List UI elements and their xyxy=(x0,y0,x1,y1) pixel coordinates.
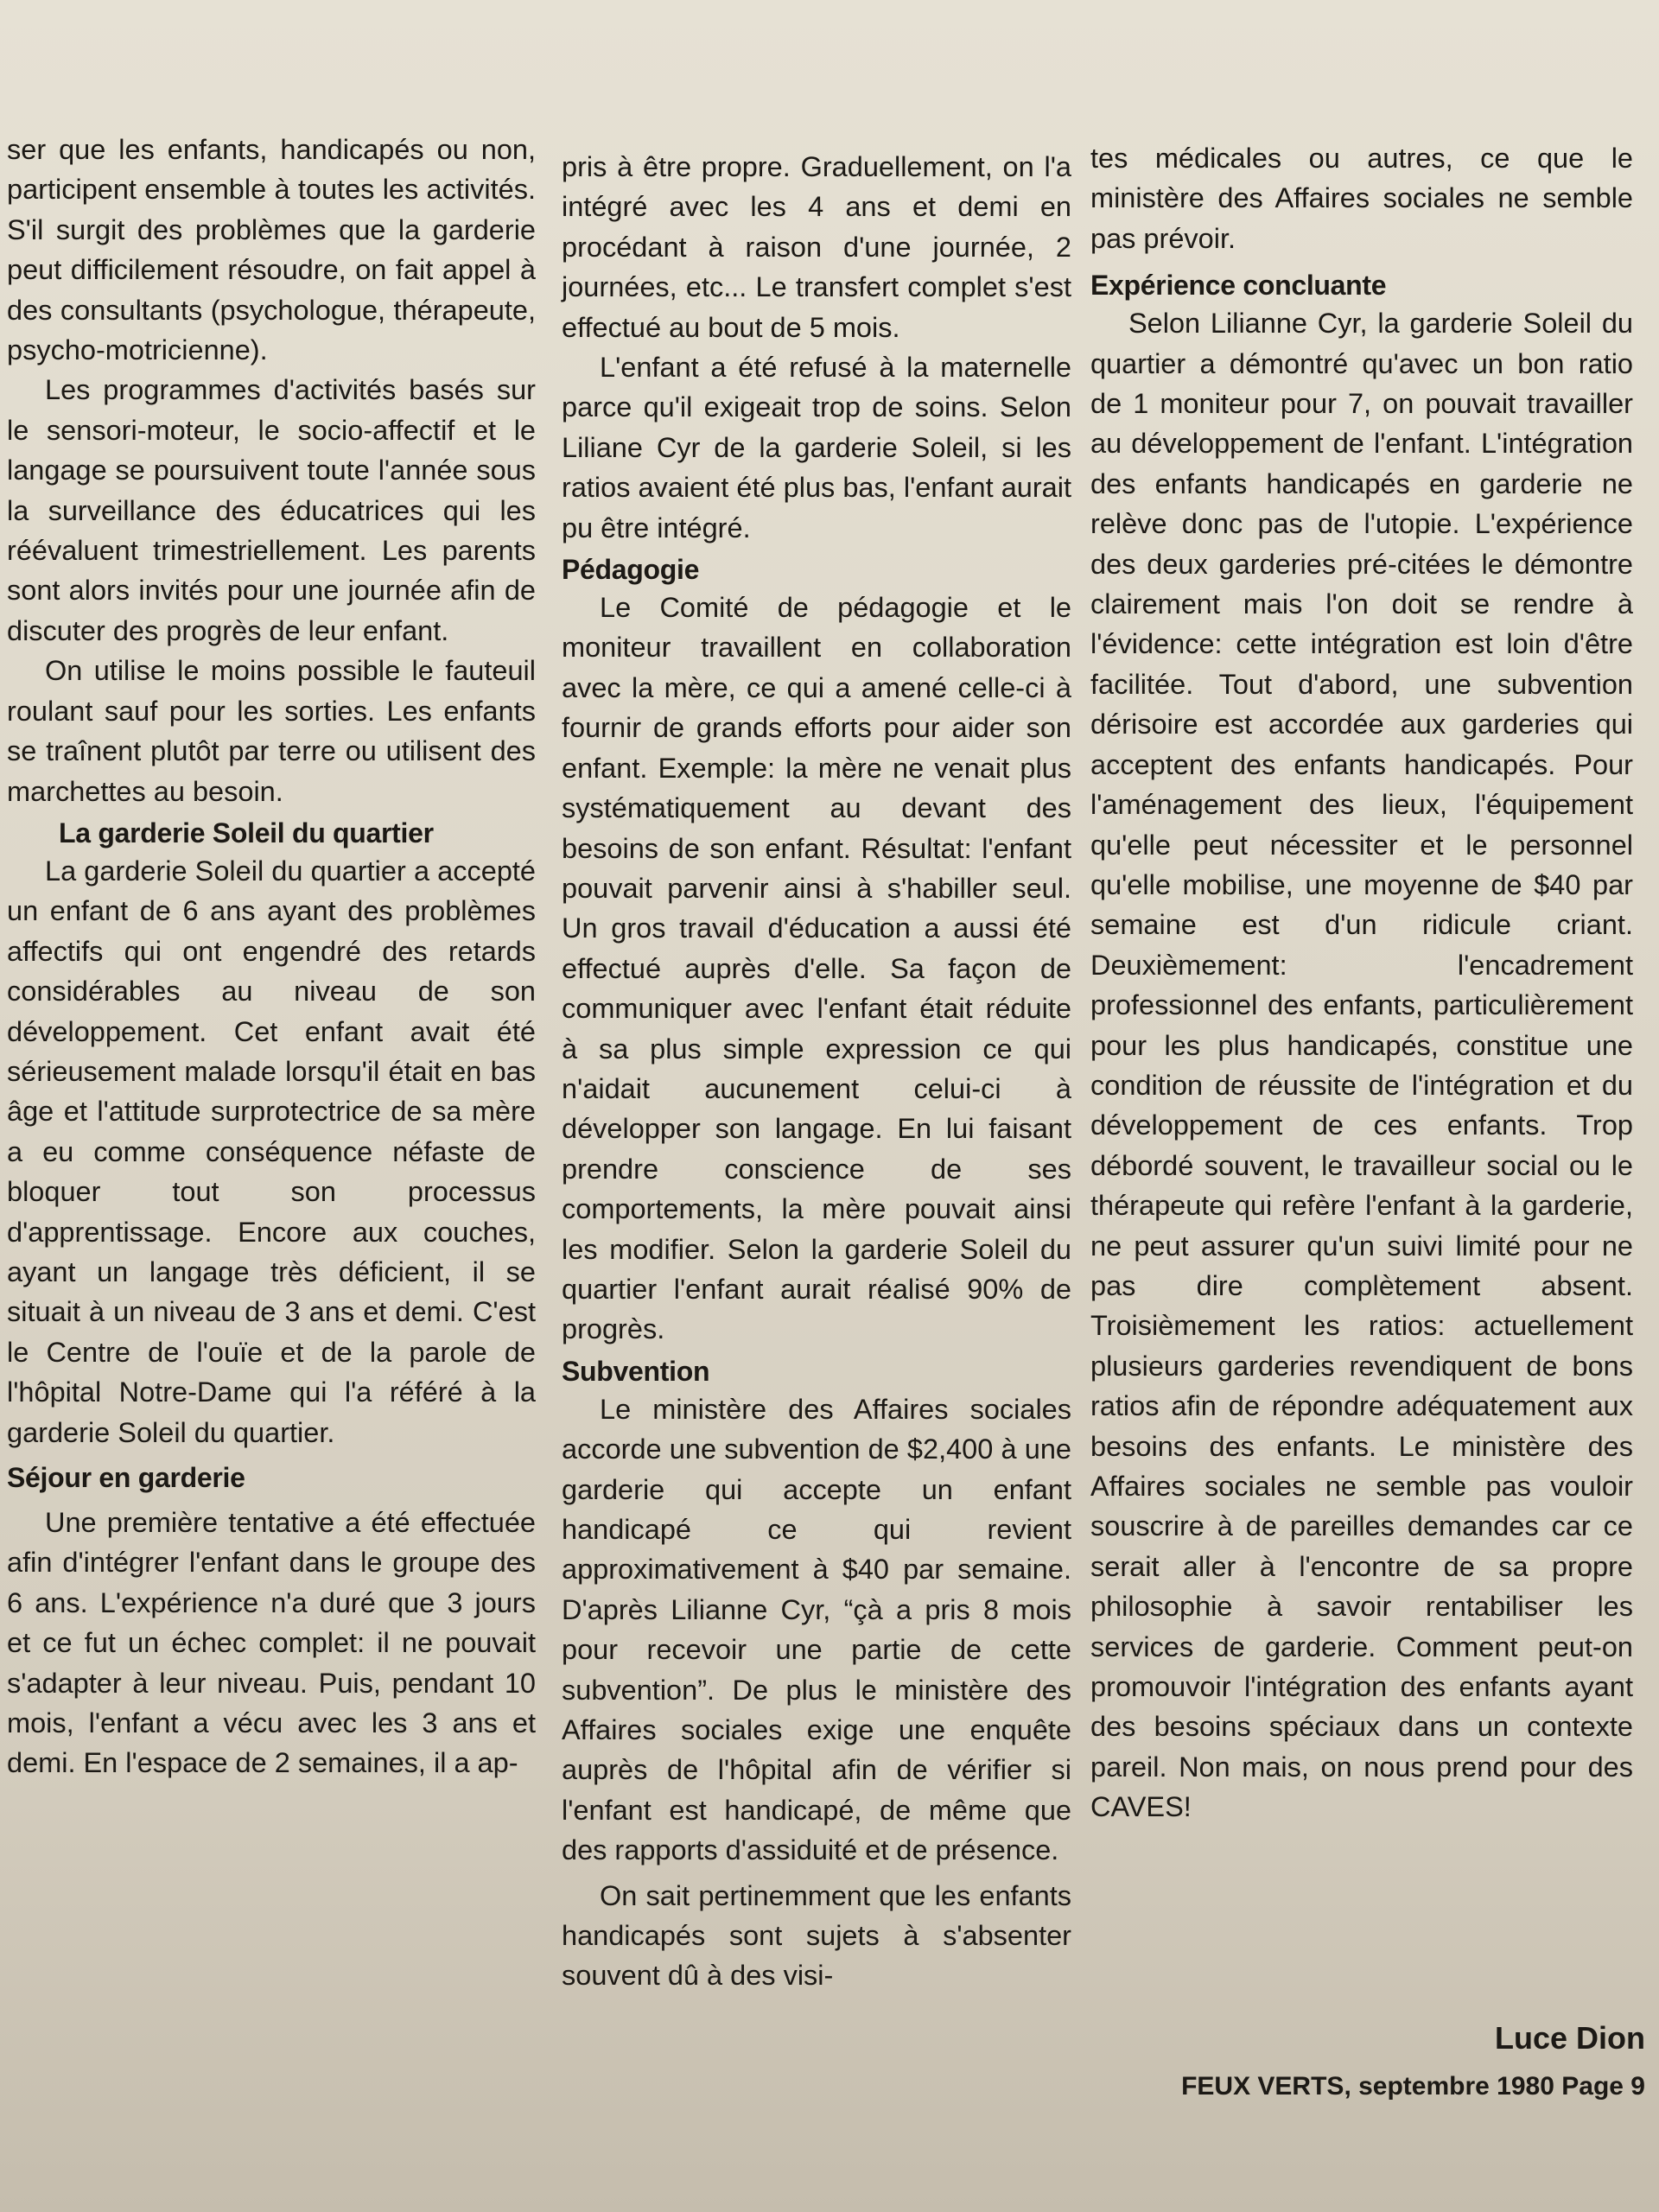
paragraph: ser que les enfants, handicapés ou non, participent ensemble à toutes les activités. S'il surgit des problèmes que la garderie peut difficilement résoudre, on fait appel à des consultants (psychologue, thérapeute, psycho-motricienne). xyxy=(7,134,536,366)
paragraph: tes médicales ou autres, ce que le ministère des Affaires sociales ne semble pas prévoir. xyxy=(1090,143,1633,254)
paragraph: Une première tentative a été effectuée afin d'intégrer l'enfant dans le groupe des 6 ans. L'expérience n'a duré que 3 jours et ce fut un échec complet: il ne pouvait s'adapter à leur niveau. Puis, pendant 10 mois, l'enfant a vécu avec les 3 ans et demi. En l'espace de 2 semaines, il a ap- xyxy=(7,1507,536,1779)
page-number: Page 9 xyxy=(1561,2072,1645,2101)
publication-name: FEUX VERTS xyxy=(1181,2072,1344,2101)
paragraph: Selon Lilianne Cyr, la garderie Soleil du quartier a démontré qu'avec un bon ratio de 1 moniteur pour 7, on pouvait travailler au développement de l'enfant. L'intégration des enfants handicapés en garderie ne relève donc pas de l'utopie. L'expérience des deux garderies pré-citées le démontre clairement mais l'on doit se rendre à l'évidence: cette intégration est loin d'être facilitée. Tout d'abord, une subvention dérisoire est accordée aux garderies qui acceptent des enfants handicapés. Pour l'aménagement des lieux, l'équipement qu'elle peut nécessiter et le personnel qu'elle mobilise, une moyenne de $40 par semaine est d'un ridicule criant. Deuxièmement: l'encadrement professionnel des enfants, particulièrement pour les plus handicapés, constitue une condition de réussite de l'intégration et du développement de ces enfants. Trop débordé souvent, le travailleur social ou le thérapeute qui refère l'enfant à la garderie, ne peut assurer qu'un suivi limité pour ne pas dire complètement absent. Troisièmement les ratios: actuellement plusieurs garderies revendiquent de bons ratios afin de répondre adéquatement aux besoins des enfants. Le ministère des Affaires sociales ne semble pas vouloir souscrire à de pareilles demandes car ce serait aller à l'encontre de sa propre philosophie à savoir rentabiliser les services de garderie. Comment peut-on promouvoir l'intégration des enfants ayant des besoins spéciaux dans un contexte pareil. Non mais, on nous prend pour des CAVES! xyxy=(1090,308,1633,1823)
paragraph: On sait pertinemment que les enfants handicapés sont sujets à s'absenter souvent dû à des visi- xyxy=(562,1879,1071,1992)
paragraph: On utilise le moins possible le fauteuil roulant sauf pour les sorties. Les enfants se traînent plutôt par terre ou utilisent des marchettes au besoin. xyxy=(7,655,536,807)
section-heading: Subvention xyxy=(562,1355,710,1387)
publication-date: , septembre 1980 xyxy=(1344,2072,1554,2101)
article-column-2 xyxy=(562,147,1071,1996)
paragraph: Les programmes d'activités basés sur le sensori-moteur, le socio-affectif et le langage se poursuivent toute l'année sous la surveillance des éducatrices qui les réévaluent trimestriellement. Les parents sont alors invités pour une journée afin de discuter des progrès de leur enfant. xyxy=(7,374,536,646)
article-column-3 xyxy=(1090,138,1633,1827)
paragraph: L'enfant a été refusé à la maternelle parce qu'il exigeait trop de soins. Selon Liliane Cyr de la garderie Soleil, si les ratios avaient été plus bas, l'enfant aurait pu être intégré. xyxy=(562,352,1071,543)
paragraph: Le Comité de pédagogie et le moniteur travaillent en collaboration avec la mère, ce qui a amené celle-ci à fournir de grands efforts pour aider son enfant. Exemple: la mère ne venait plus systématiquement au devant des besoins de son enfant. Résultat: l'enfant pouvait parvenir ainsi à s'habiller seul. Un gros travail d'éducation a aussi été effectué auprès d'elle. Sa façon de communiquer avec l'enfant était réduite à sa plus simple expression ce qui n'aidait aucunement celui-ci à développer son langage. En lui faisant prendre conscience de ses comportements, la mère pouvait ainsi les modifier. Selon la garderie Soleil du quartier l'enfant aurait réalisé 90% de progrès. xyxy=(562,592,1071,1345)
section-heading: Pédagogie xyxy=(562,554,700,586)
page-footer xyxy=(1181,2072,1645,2101)
section-heading: Expérience concluante xyxy=(1090,270,1387,302)
section-heading: La garderie Soleil du quartier xyxy=(59,817,434,849)
paragraph: La garderie Soleil du quartier a accepté un enfant de 6 ans ayant des problèmes affectifs qui ont engendré des retards considérables au niveau de son développement. Cet enfant avait été sérieusement malade lorsqu'il était en bas âge et l'attitude surprotectrice de sa mère a eu comme conséquence néfaste de bloquer tout son processus d'apprentissage. Encore aux couches, ayant un langage très déficient, il se situait à un niveau de 3 ans et demi. C'est le Centre de l'ouïe et de la parole de l'hôpital Notre-Dame qui l'a référé à la garderie Soleil du quartier. xyxy=(7,855,536,1448)
paragraph: Le ministère des Affaires sociales accorde une subvention de $2,400 à une garderie qui accepte un enfant handicapé ce qui revient approximativement à $40 par semaine. D'après Lilianne Cyr, “çà a pris 8 mois pour recevoir une partie de cette subvention”. De plus le ministère des Affaires sociales exige une enquête auprès de l'hôpital afin de vérifier si l'enfant est handicapé, de même que des rapports d'assiduité et de présence. xyxy=(562,1393,1071,1866)
article-column-1 xyxy=(7,130,536,1783)
author-signature: Luce Dion xyxy=(1494,2020,1645,2056)
paragraph: pris à être propre. Graduellement, on l'a intégré avec les 4 ans et demi en procédant à raison d'une journée, 2 journées, etc... Le transfert complet s'est effectué au bout de 5 mois. xyxy=(562,151,1071,343)
section-heading: Séjour en garderie xyxy=(7,1462,245,1493)
